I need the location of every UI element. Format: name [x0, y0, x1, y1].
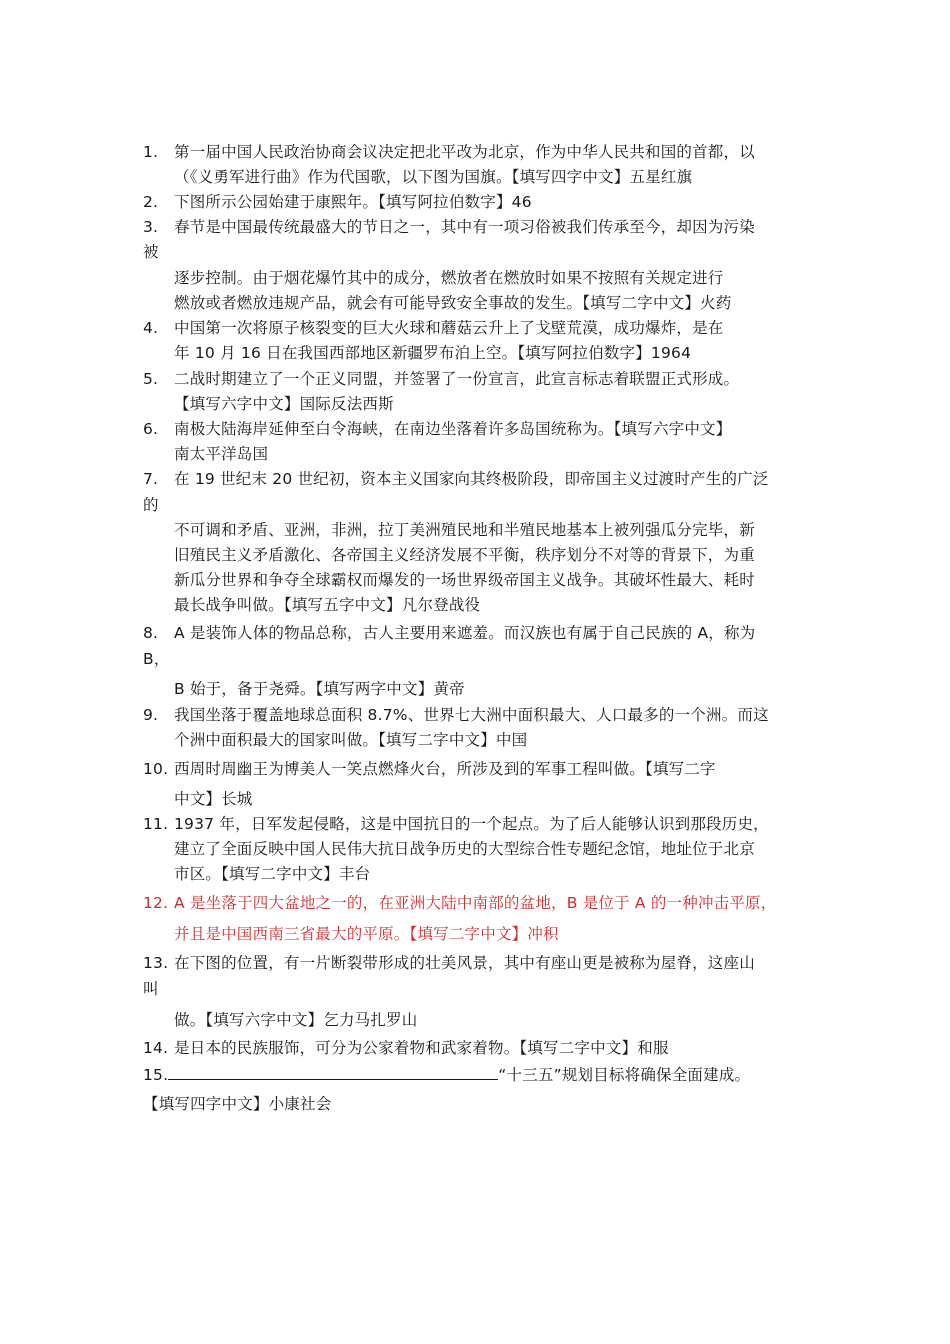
item-11-line-1: 11. 1937 年，日军发起侵略，这是中国抗日的一个起点。为了后人能够认识到那段历史，	[143, 815, 769, 833]
item-8-line-3: B 始于，备于尧舜。【填写两字中文】黄帝	[174, 680, 465, 698]
item-3-line-4: 燃放或者燃放违规产品，就会有可能导致安全事故的发生。【填写二字中文】火药	[174, 294, 732, 312]
item-number: 11.	[143, 815, 169, 833]
item-3-line-1: 3. 春节是中国最传统最盛大的节日之一，其中有一项习俗被我们传承至今，却因为污染	[143, 218, 755, 236]
item-1-line-2: （《义勇军进行曲》作为代国歌，以下图为国旗。【填写四字中文】五星红旗	[174, 168, 693, 186]
item-5-line-2: 【填写六字中文】国际反法西斯	[174, 395, 394, 413]
item-number: 7.	[143, 470, 159, 488]
item-11-line-3: 市区。【填写二字中文】丰台	[174, 865, 371, 883]
item-number: 5.	[143, 370, 159, 388]
item-11-line-2: 建立了全面反映中国人民伟大抗日战争历史的大型综合性专题纪念馆，地址位于北京	[174, 840, 755, 858]
item-5-line-1: 5. 二战时期建立了一个正义同盟，并签署了一份宣言，此宣言标志着联盟正式形成。	[143, 370, 740, 388]
item-4-line-1: 4. 中国第一次将原子核裂变的巨大火球和蘑菇云升上了戈壁荒漠，成功爆炸，是在	[143, 319, 724, 337]
item-number: 4.	[143, 319, 159, 337]
item-9-line-1: 9. 我国坐落于覆盖地球总面积 8.7%、世界七大洲中面积最大、人口最多的一个洲。而这	[143, 706, 769, 724]
item-10-line-2: 中文】长城	[174, 790, 253, 808]
item-3-line-2: 被	[143, 243, 159, 261]
item-15-line-2: 【填写四字中文】小康社会	[143, 1095, 332, 1113]
item-7-line-5: 新瓜分世界和争夺全球霸权而爆发的一场世界级帝国主义战争。其破坏性最大、耗时	[174, 571, 755, 589]
item-12-line-2: 并且是中国西南三省最大的平原。【填写二字中文】冲积	[174, 925, 559, 943]
item-12-line-1: 12. A 是坐落于四大盆地之一的，在亚洲大陆中南部的盆地，B 是位于 A 的一种冲击平原，	[143, 894, 777, 912]
item-7-line-4: 旧殖民主义矛盾激化、各帝国主义经济发展不平衡，秩序划分不对等的背景下，为重	[174, 546, 755, 564]
item-1-line-1: 1. 第一届中国人民政治协商会议决定把北平改为北京，作为中华人民共和国的首都，以	[143, 143, 755, 161]
item-7-line-3: 不可调和矛盾、亚洲，非洲，拉丁美洲殖民地和半殖民地基本上被列强瓜分完毕，新	[174, 521, 755, 539]
fill-in-blank	[168, 1064, 498, 1080]
item-number: 2.	[143, 193, 159, 211]
item-number: 3.	[143, 218, 159, 236]
item-14-line-1: 14. 是日本的民族服饰，可分为公家着物和武家着物。【填写二字中文】和服	[143, 1039, 669, 1057]
item-7-line-6: 最长战争叫做。【填写五字中文】凡尔登战役	[174, 596, 481, 614]
item-10-line-1: 10. 西周时周幽王为博美人一笑点燃烽火台，所涉及到的军事工程叫做。【填写二字	[143, 760, 716, 778]
item-6-line-1: 6. 南极大陆海岸延伸至白令海峡，在南边坐落着许多岛国统称为。【填写六字中文】	[143, 420, 732, 438]
item-number: 14.	[143, 1039, 169, 1057]
item-number: 15.	[143, 1066, 169, 1084]
item-8-line-2: B，	[143, 650, 170, 668]
item-9-line-2: 个洲中面积最大的国家叫做。【填写二字中文】中国	[174, 731, 528, 749]
item-4-line-2: 年 10 月 16 日在我国西部地区新疆罗布泊上空。【填写阿拉伯数字】1964	[174, 344, 692, 362]
item-number: 1.	[143, 143, 159, 161]
item-6-line-2: 南太平洋岛国	[174, 445, 269, 463]
item-number: 13.	[143, 954, 169, 972]
item-7-line-2: 的	[143, 496, 159, 514]
item-3-line-3: 逐步控制。由于烟花爆竹其中的成分，燃放者在燃放时如果不按照有关规定进行	[174, 269, 724, 287]
item-13-line-3: 做。【填写六字中文】乞力马扎罗山	[174, 1011, 418, 1029]
item-number: 8.	[143, 624, 159, 642]
item-number: 9.	[143, 706, 159, 724]
item-7-line-1: 7. 在 19 世纪末 20 世纪初，资本主义国家向其终极阶段，即帝国主义过渡时产生的广泛	[143, 470, 769, 488]
item-number: 12.	[143, 894, 169, 912]
item-2-line-1: 2. 下图所示公园始建于康熙年。【填写阿拉伯数字】46	[143, 193, 532, 211]
item-13-line-1: 13. 在下图的位置，有一片断裂带形成的壮美风景，其中有座山更是被称为屋脊，这座山	[143, 954, 755, 972]
item-13-line-2: 叫	[143, 980, 159, 998]
item-15-line-1: 15. “十三五”规划目标将确保全面建成。	[143, 1066, 751, 1084]
item-number: 6.	[143, 420, 159, 438]
item-number: 10.	[143, 760, 169, 778]
item-8-line-1: 8. A 是装饰人体的物品总称，古人主要用来遮羞。而汉族也有属于自己民族的 A，称为	[143, 624, 756, 642]
